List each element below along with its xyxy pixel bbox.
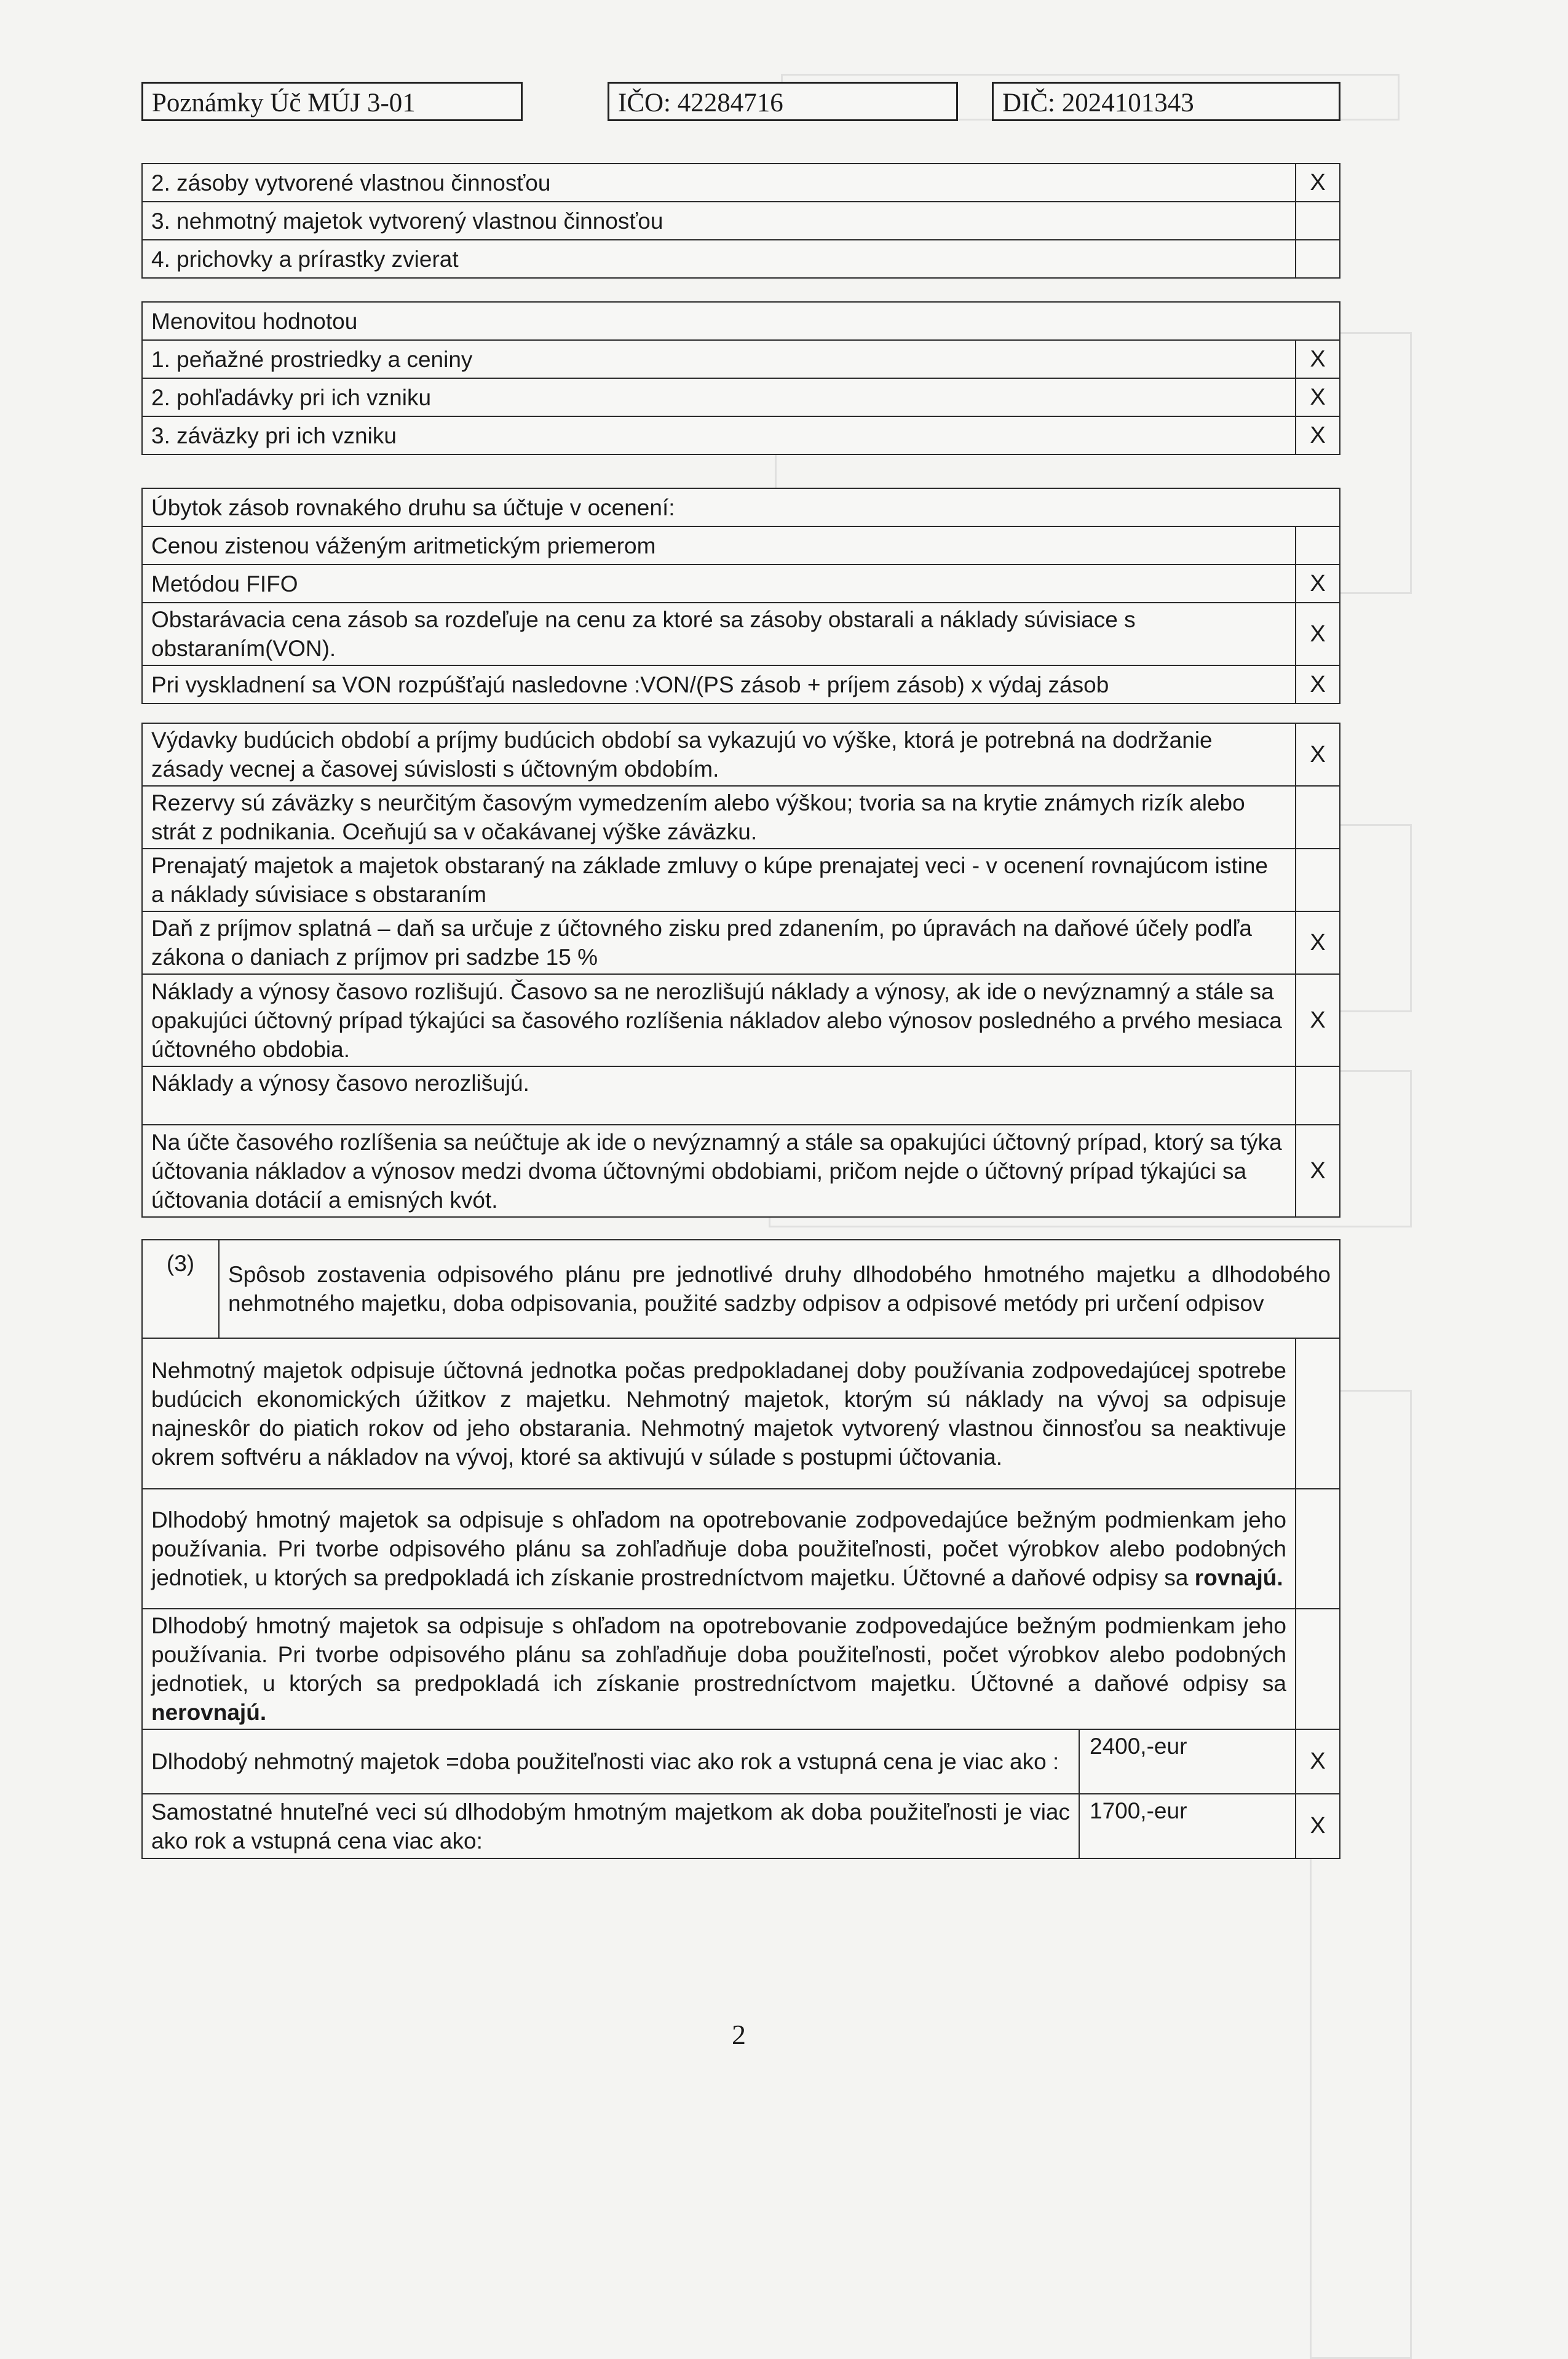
table-row <box>142 786 1340 849</box>
row-text: Obstarávacia cena zásob sa rozdeľuje na cenu za ktoré sa zásoby obstarali a náklady súvisiace s obstaraním(VON). <box>142 603 1296 665</box>
threshold-amount: 2400,-eur <box>1079 1729 1296 1794</box>
table-row <box>142 202 1340 240</box>
table-row <box>142 565 1340 603</box>
table-row <box>142 240 1340 278</box>
table-row <box>142 1338 1340 1489</box>
row-text: Na účte časového rozlíšenia sa neúčtuje ak ide o nevýznamný a stále sa opakujúci účtovný prípad, ktorý sa týka účtovania nákladov a výnosov medzi dvoma účtovnými obdobiami, pričom nejde o účtovný prípad týkajúci sa účtovania dotácií a emisných kvót. <box>142 1125 1296 1217</box>
inventory-heading: Úbytok zásob rovnakého druhu sa účtuje v ocenení: <box>142 488 1340 526</box>
threshold-text: Samostatné hnuteľné veci sú dlhodobým hmotným majetkom ak doba použiteľnosti je viac ako rok a vstupná cena viac ako: <box>142 1794 1079 1858</box>
row-mark: X <box>1296 974 1340 1066</box>
table-row <box>142 1125 1340 1217</box>
depreciation-table <box>141 1239 1340 1859</box>
table-row <box>142 378 1340 416</box>
doc-title-box <box>141 82 523 121</box>
row-text: 3. záväzky pri ich vzniku <box>142 416 1296 454</box>
row-text: Náklady a výnosy časovo rozlišujú. Časovo sa ne nerozlišujú náklady a výnosy, ak ide o nevýznamný a stále sa opakujúci účtovný prípad týkajúci sa časového rozlíšenia nákladov alebo výnosov posledného a prvého mesiaca účtovného obdobia. <box>142 974 1296 1066</box>
row-mark <box>1296 1338 1340 1489</box>
section-heading: Spôsob zostavenia odpisového plánu pre jednotlivé druhy dlhodobého hmotného majetku a dlhodobého nehmotného majetku, doba odpisovania, použité sadzby odpisov a odpisové metódy pri určení odpisov <box>219 1240 1340 1338</box>
table-row <box>142 526 1340 565</box>
row-text: Prenajatý majetok a majetok obstaraný na základe zmluvy o kúpe prenajatej veci - v ocenení rovnajúcom istine a náklady súvisiace s obstaraním <box>142 849 1296 911</box>
row-text: Náklady a výnosy časovo nerozlišujú. <box>142 1066 1296 1125</box>
row-mark: X <box>1296 665 1340 704</box>
table-heading-row <box>142 302 1340 340</box>
valuation-table <box>141 163 1340 279</box>
table-row <box>142 1066 1340 1125</box>
intangible-policy: Nehmotný majetok odpisuje účtovná jednotka počas predpokladanej doby používania zodpovedajúcej spotrebe budúcich ekonomických úžitkov z majetku. Nehmotný majetok, ktorým sú náklady na vývoj sa odpisuje najneskôr do piatich rokov od jeho obstarania. Nehmotný majetok vytvorený vlastnou činnosťou sa neaktivuje okrem softvéru a nákladov na vývoj, ktoré sa aktivujú v súlade s postupmi účtovania. <box>142 1338 1296 1489</box>
tangible-equal-bold: rovnajú. <box>1194 1565 1283 1590</box>
section-number: (3) <box>142 1240 219 1338</box>
row-mark: X <box>1296 911 1340 974</box>
table-row <box>142 911 1340 974</box>
row-text: Daň z príjmov splatná – daň sa určuje z účtovného zisku pred zdanením, po úpravách na daňové účely podľa zákona o daniach z príjmov pri sadzbe 15 % <box>142 911 1296 974</box>
ico-value: IČO: 42284716 <box>618 89 783 117</box>
tangible-unequal-policy <box>142 1609 1296 1729</box>
row-mark <box>1296 786 1340 849</box>
row-mark <box>1296 526 1340 565</box>
row-mark: X <box>1296 340 1340 378</box>
row-mark <box>1296 202 1340 240</box>
row-text: 2. zásoby vytvorené vlastnou činnosťou <box>142 164 1296 202</box>
row-mark: X <box>1296 603 1340 665</box>
table-row <box>142 849 1340 911</box>
ico-box <box>608 82 958 121</box>
table-row <box>142 1729 1340 1794</box>
nominal-heading: Menovitou hodnotou <box>142 302 1340 340</box>
inventory-table <box>141 488 1340 704</box>
dic-value: DIČ: 2024101343 <box>1002 89 1194 117</box>
tangible-unequal-text: Dlhodobý hmotný majetok sa odpisuje s ohľadom na opotrebovanie zodpovedajúce bežným podmienkam jeho používania. Pri tvorbe odpisového plánu sa zohľadňuje doba použiteľnosti, počet výrobkov alebo podobných jednotiek, u ktorých sa predpokladá ich získanie prostredníctvom majetku. Účtovné a daňové odpisy sa <box>151 1613 1286 1696</box>
table-heading-row <box>142 488 1340 526</box>
row-mark <box>1296 240 1340 278</box>
row-text: 1. peňažné prostriedky a ceniny <box>142 340 1296 378</box>
row-mark <box>1296 1489 1340 1609</box>
row-mark: X <box>1296 1125 1340 1217</box>
row-mark <box>1296 1066 1340 1125</box>
row-text: Metódou FIFO <box>142 565 1296 603</box>
table-row <box>142 416 1340 454</box>
dic-box <box>992 82 1340 121</box>
row-mark: X <box>1296 1729 1340 1794</box>
doc-title: Poznámky Úč MÚJ 3-01 <box>152 89 416 117</box>
table-row <box>142 340 1340 378</box>
table-row <box>142 1609 1340 1729</box>
threshold-amount: 1700,-eur <box>1079 1794 1296 1858</box>
table-row <box>142 665 1340 704</box>
row-text: 2. pohľadávky pri ich vzniku <box>142 378 1296 416</box>
nominal-table <box>141 301 1340 455</box>
page-number: 2 <box>732 2019 746 2050</box>
row-text: 3. nehmotný majetok vytvorený vlastnou činnosťou <box>142 202 1296 240</box>
row-mark: X <box>1296 723 1340 786</box>
tangible-equal-text: Dlhodobý hmotný majetok sa odpisuje s ohľadom na opotrebovanie zodpovedajúce bežným podmienkam jeho používania. Pri tvorbe odpisového plánu sa zohľadňuje doba použiteľnosti, počet výrobkov alebo podobných jednotiek, u ktorých sa predpokladá ich získanie prostredníctvom majetku. Účtovné a daňové odpisy sa <box>151 1507 1286 1590</box>
row-mark: X <box>1296 1794 1340 1858</box>
table-row <box>142 1794 1340 1858</box>
row-mark: X <box>1296 378 1340 416</box>
row-mark: X <box>1296 164 1340 202</box>
row-mark: X <box>1296 565 1340 603</box>
threshold-text: Dlhodobý nehmotný majetok =doba použiteľnosti viac ako rok a vstupná cena je viac ako : <box>142 1729 1079 1794</box>
row-text: 4. prichovky a prírastky zvierat <box>142 240 1296 278</box>
tangible-unequal-bold: nerovnajú. <box>151 1700 267 1725</box>
row-text: Výdavky budúcich období a príjmy budúcich období sa vykazujú vo výške, ktorá je potrebná na dodržanie zásady vecnej a časovej súvislosti s účtovným obdobím. <box>142 723 1296 786</box>
table-row <box>142 974 1340 1066</box>
row-text: Rezervy sú záväzky s neurčitým časovým vymedzením alebo výškou; tvoria sa na krytie známych rizík alebo strát z podnikania. Oceňujú sa v očakávanej výške záväzku. <box>142 786 1296 849</box>
tangible-equal-policy <box>142 1489 1296 1609</box>
table-row <box>142 603 1340 665</box>
row-mark <box>1296 1609 1340 1729</box>
table-row <box>142 723 1340 786</box>
table-row <box>142 1489 1340 1609</box>
row-text: Cenou zistenou váženým aritmetickým priemerom <box>142 526 1296 565</box>
row-text: Pri vyskladnení sa VON rozpúšťajú nasledovne :VON/(PS zásob + príjem zásob) x výdaj zásob <box>142 665 1296 704</box>
section-heading-row <box>142 1240 1340 1338</box>
policies-table <box>141 723 1340 1218</box>
row-mark <box>1296 849 1340 911</box>
row-mark: X <box>1296 416 1340 454</box>
table-row <box>142 164 1340 202</box>
